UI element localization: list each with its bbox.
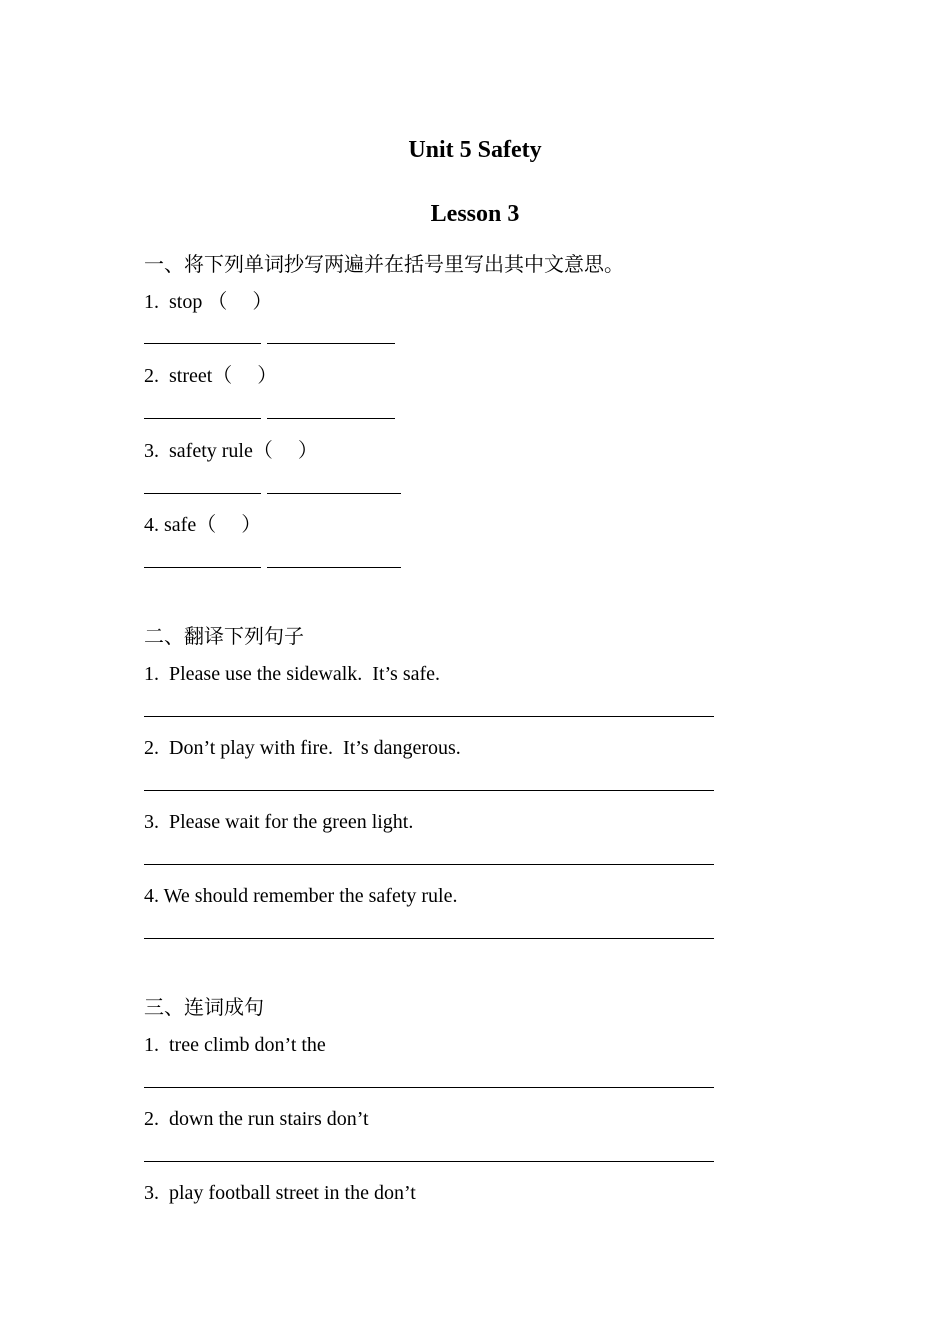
word-item-2: 2. street（ ） [144,365,278,387]
page-subtitle: Lesson 3 [430,201,520,227]
copy-line-3b [267,493,401,494]
section-2-heading: 二、翻译下列句子 [144,624,304,648]
word-item-1: 1. stop （ ） [144,291,273,313]
section-3-heading: 三、连词成句 [144,995,264,1019]
copy-line-1b [267,343,395,344]
section-1-heading: 一、将下列单词抄写两遍并在括号里写出其中文意思。 [144,252,624,276]
scramble-item-1: 1. tree climb don’t the [144,1034,326,1056]
answer-line-s2-2 [144,790,714,791]
word-item-4: 4. safe（ ） [144,514,262,536]
sentence-item-1: 1. Please use the sidewalk. It’s safe. [144,663,441,685]
copy-line-3a [144,493,261,494]
scramble-item-3: 3. play football street in the don’t [144,1182,416,1204]
copy-line-4a [144,567,261,568]
sentence-item-4: 4. We should remember the safety rule. [144,885,458,907]
answer-line-s3-2 [144,1161,714,1162]
copy-line-4b [267,567,401,568]
answer-line-s2-4 [144,938,714,939]
answer-line-s2-3 [144,864,714,865]
word-item-3: 3. safety rule（ ） [144,440,318,462]
copy-line-2a [144,418,261,419]
answer-line-s3-1 [144,1087,714,1088]
sentence-item-3: 3. Please wait for the green light. [144,811,414,833]
copy-line-1a [144,343,261,344]
answer-line-s2-1 [144,716,714,717]
scramble-item-2: 2. down the run stairs don’t [144,1108,369,1130]
sentence-item-2: 2. Don’t play with fire. It’s dangerous. [144,737,461,759]
copy-line-2b [267,418,395,419]
page-title: Unit 5 Safety [408,137,542,163]
